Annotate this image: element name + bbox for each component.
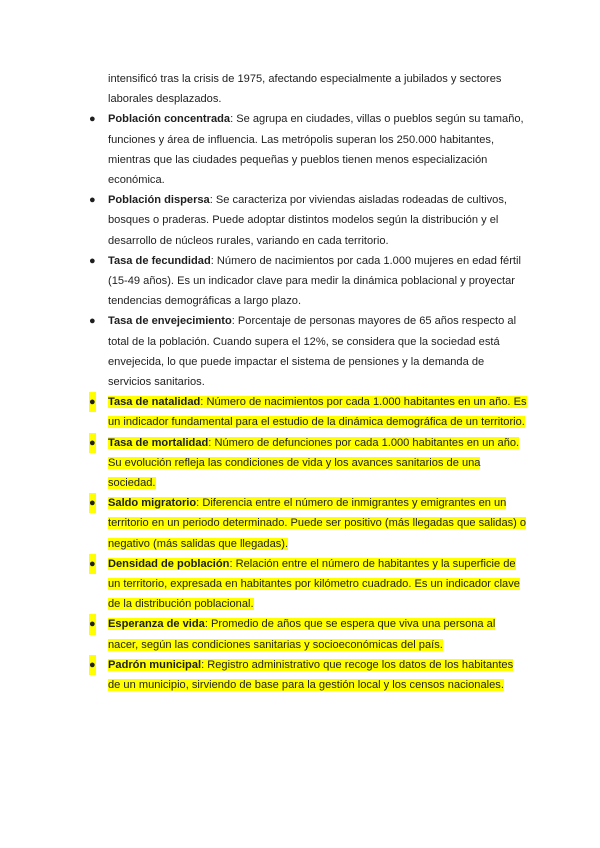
bullet-icon: ●: [89, 493, 96, 513]
item-term: Padrón municipal: [108, 658, 202, 671]
bullet-icon: ●: [89, 392, 96, 412]
list-item-text: [108, 437, 519, 489]
bullet-icon: ●: [89, 254, 96, 267]
item-description: : Relación entre el número de habitantes y la superficie de un territorio, expresada en habitantes por kilómetro cuadrado. Es un indicador clave de la distribución poblacional.: [108, 557, 520, 611]
item-term: Población dispersa: [108, 194, 210, 207]
item-description: : Número de nacimientos por cada 1.000 mujeres en edad fértil (15-49 años). Es un indicador clave para medir la dinámica poblacional y proyectar tendencias demográficas a largo plazo.: [108, 254, 521, 308]
item-description: : Se agrupa en ciudades, villas o pueblos según su tamaño, funciones y área de influencia. Las metrópolis superan los 250.000 habitantes, mientras que las ciudades pequeñas y pueblos tienen menos especialización económica.: [108, 113, 524, 187]
list-item-text: [108, 113, 524, 186]
item-description: : Porcentaje de personas mayores de 65 años respecto al total de la población. Cuando supera el 12%, se considera que la sociedad está envejecida, lo que puede impactar el sistema de pensiones y la demanda de servicios sanitarios.: [108, 315, 517, 389]
list-item-text: [108, 558, 520, 610]
bullet-icon: ●: [89, 554, 96, 574]
item-description: : Promedio de años que se espera que viva una persona al nacer, según las condiciones sanitarias y socioeconómicas del país.: [108, 618, 496, 651]
bullet-icon: ●: [89, 433, 96, 453]
bullet-icon: ●: [89, 113, 96, 126]
item-term: Tasa de natalidad: [108, 396, 201, 409]
list-item-text: [108, 194, 507, 246]
item-description: : Registro administrativo que recoge los datos de los habitantes de un municipio, sirviendo de base para la gestión local y los censos nacionales.: [108, 658, 514, 692]
item-term: Tasa de fecundidad: [108, 254, 211, 267]
list-item: [88, 392, 528, 432]
item-term: Esperanza de vida: [108, 618, 205, 631]
bullet-icon: ●: [89, 614, 96, 634]
item-description: : Diferencia entre el número de inmigrantes y emigrantes en un territorio en un periodo determinado. Puede ser positivo (más llegadas que salidas) o negativo (más salidas que llegadas).: [108, 497, 527, 550]
list-item: [88, 655, 528, 695]
list-item-text: [108, 255, 521, 307]
list-item-text: [108, 497, 526, 549]
list-item-text: [108, 396, 527, 428]
item-term: Saldo migratorio: [108, 497, 197, 510]
list-item: [88, 493, 528, 554]
list-item: [88, 190, 528, 251]
item-description: : Número de nacimientos por cada 1.000 habitantes en un año. Es un indicador fundamental para el estudio de la dinámica demográfica de un territorio.: [108, 396, 527, 429]
continuation-paragraph: intensificó tras la crisis de 1975, afectando especialmente a jubilados y sectores laborales desplazados.: [108, 73, 502, 106]
bullet-icon: ●: [89, 315, 96, 328]
item-term: Densidad de población: [108, 557, 230, 570]
list-item: [88, 311, 528, 392]
list-item-text: [108, 659, 513, 691]
list-item: [88, 251, 528, 312]
item-term: Población concentrada: [108, 113, 231, 126]
list-item: [88, 109, 528, 190]
item-description: : Se caracteriza por viviendas aisladas rodeadas de cultivos, bosques o praderas. Puede adoptar distintos modelos según la distribución y el desarrollo de núcleos rurales, variando en cada territorio.: [108, 194, 507, 247]
definition-list: [88, 109, 528, 695]
item-term: Tasa de mortalidad: [108, 436, 209, 449]
list-item: [88, 433, 528, 494]
document-body: [88, 69, 528, 695]
list-item-text: [108, 618, 495, 650]
list-item-text: [108, 315, 516, 388]
list-item: [88, 554, 528, 615]
bullet-icon: ●: [89, 655, 96, 675]
item-description: : Número de defunciones por cada 1.000 habitantes en un año. Su evolución refleja las condiciones de vida y los avances sanitarios de una sociedad.: [108, 436, 520, 490]
item-term: Tasa de envejecimiento: [108, 315, 232, 328]
list-item: [88, 614, 528, 654]
bullet-icon: ●: [89, 194, 96, 207]
